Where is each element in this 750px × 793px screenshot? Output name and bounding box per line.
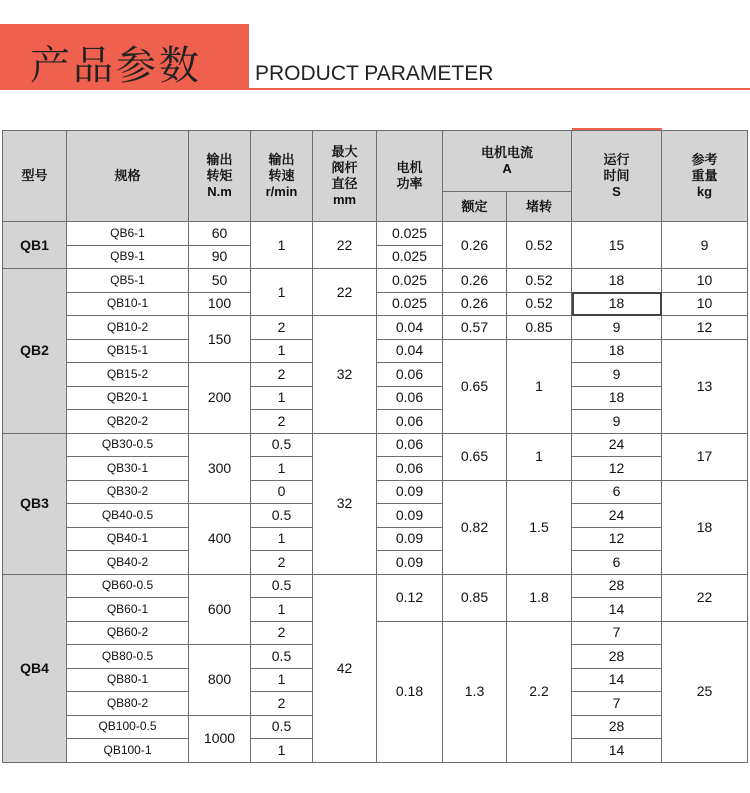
header-speed — [251, 131, 313, 222]
rod-cell: 22 — [313, 222, 377, 269]
runtime-cell: 14 — [572, 598, 662, 622]
header-rod — [313, 131, 377, 222]
locked-current-cell: 1.8 — [507, 574, 572, 621]
runtime-cell: 7 — [572, 621, 662, 645]
torque-cell: 60 — [189, 222, 251, 246]
speed-cell: 1 — [251, 739, 313, 763]
header-weight-line1: 参考 — [691, 152, 718, 167]
power-cell: 0.06 — [377, 410, 443, 434]
header-weight — [662, 131, 748, 222]
runtime-cell: 14 — [572, 739, 662, 763]
power-cell: 0.09 — [377, 480, 443, 504]
header-rated: 额定 — [443, 192, 507, 222]
rated-current-cell: 0.26 — [443, 222, 507, 269]
title-banner — [0, 24, 249, 90]
table-header-row — [3, 131, 748, 192]
spec-cell: QB40-0.5 — [67, 504, 189, 528]
runtime-cell: 15 — [572, 222, 662, 269]
speed-cell: 1 — [251, 598, 313, 622]
rated-current-cell: 0.26 — [443, 269, 507, 293]
runtime-cell: 6 — [572, 551, 662, 575]
header-divider — [249, 88, 750, 90]
locked-current-cell: 0.85 — [507, 316, 572, 340]
speed-cell: 0.5 — [251, 574, 313, 598]
runtime-cell: 14 — [572, 668, 662, 692]
header-rod-line2: 阀杆 — [331, 160, 358, 175]
header-speed-line2: 转速 — [268, 168, 295, 183]
spec-cell: QB100-1 — [67, 739, 189, 763]
weight-cell: 13 — [662, 339, 748, 433]
header-runtime-line1: 运行 — [603, 152, 630, 167]
power-cell: 0.06 — [377, 386, 443, 410]
power-cell: 0.12 — [377, 574, 443, 621]
locked-current-cell: 1.5 — [507, 480, 572, 574]
torque-cell: 400 — [189, 504, 251, 575]
spec-cell: QB30-2 — [67, 480, 189, 504]
torque-cell: 100 — [189, 292, 251, 316]
rated-current-cell: 0.82 — [443, 480, 507, 574]
table-row — [3, 433, 748, 457]
header-torque — [189, 131, 251, 222]
table-row — [3, 222, 748, 246]
locked-current-cell: 0.52 — [507, 222, 572, 269]
speed-cell: 1 — [251, 668, 313, 692]
runtime-cell: 18 — [572, 269, 662, 293]
spec-cell: QB80-0.5 — [67, 645, 189, 669]
runtime-cell: 7 — [572, 692, 662, 716]
locked-current-cell: 1 — [507, 433, 572, 480]
header-torque-line2: 转矩 — [206, 168, 233, 183]
spec-cell: QB6-1 — [67, 222, 189, 246]
header-current-unit: A — [502, 161, 512, 176]
spec-cell: QB5-1 — [67, 269, 189, 293]
model-cell: QB3 — [3, 433, 67, 574]
runtime-cell: 12 — [572, 457, 662, 481]
weight-cell: 10 — [662, 269, 748, 293]
runtime-cell: 24 — [572, 504, 662, 528]
spec-cell: QB60-1 — [67, 598, 189, 622]
runtime-cell: 12 — [572, 527, 662, 551]
header-runtime — [572, 131, 662, 222]
spec-cell: QB15-1 — [67, 339, 189, 363]
header-current-line1: 电机电流 — [481, 145, 534, 160]
speed-cell: 1 — [251, 339, 313, 363]
header-speed-line1: 输出 — [268, 152, 295, 167]
weight-cell: 22 — [662, 574, 748, 621]
runtime-cell-selected[interactable]: 18 — [572, 292, 662, 316]
header-rod-line1: 最大 — [331, 144, 358, 159]
header-speed-unit: r/min — [265, 184, 298, 199]
locked-current-cell: 0.52 — [507, 292, 572, 316]
page-title: 产品参数 — [30, 43, 202, 89]
header-torque-unit: N.m — [207, 184, 232, 199]
table-row — [3, 316, 748, 340]
spec-cell: QB80-1 — [67, 668, 189, 692]
model-cell: QB4 — [3, 574, 67, 762]
power-cell: 0.025 — [377, 245, 443, 269]
torque-cell: 150 — [189, 316, 251, 363]
rated-current-cell: 0.65 — [443, 339, 507, 433]
power-cell: 0.04 — [377, 339, 443, 363]
header-model: 型号 — [3, 131, 67, 222]
spec-cell: QB10-1 — [67, 292, 189, 316]
power-cell: 0.09 — [377, 551, 443, 575]
torque-cell: 50 — [189, 269, 251, 293]
weight-cell: 9 — [662, 222, 748, 269]
runtime-cell: 9 — [572, 363, 662, 387]
speed-cell: 1 — [251, 269, 313, 316]
speed-cell: 1 — [251, 222, 313, 269]
page-header — [0, 0, 750, 100]
speed-cell: 0.5 — [251, 504, 313, 528]
weight-cell: 17 — [662, 433, 748, 480]
speed-cell: 2 — [251, 551, 313, 575]
weight-cell: 10 — [662, 292, 748, 316]
speed-cell: 2 — [251, 316, 313, 340]
speed-cell: 0.5 — [251, 715, 313, 739]
header-torque-line1: 输出 — [206, 152, 233, 167]
runtime-cell: 24 — [572, 433, 662, 457]
parameter-table-container — [2, 130, 747, 763]
table-row — [3, 269, 748, 293]
weight-cell: 25 — [662, 621, 748, 762]
spec-cell: QB20-1 — [67, 386, 189, 410]
rod-cell: 42 — [313, 574, 377, 762]
rated-current-cell: 0.26 — [443, 292, 507, 316]
rated-current-cell: 0.57 — [443, 316, 507, 340]
runtime-cell: 9 — [572, 410, 662, 434]
rated-current-cell: 1.3 — [443, 621, 507, 762]
runtime-cell: 18 — [572, 339, 662, 363]
torque-cell: 600 — [189, 574, 251, 645]
speed-cell: 1 — [251, 527, 313, 551]
power-cell: 0.09 — [377, 504, 443, 528]
header-locked: 堵转 — [507, 192, 572, 222]
spec-cell: QB10-2 — [67, 316, 189, 340]
table-row — [3, 574, 748, 598]
page-subtitle: PRODUCT PARAMETER — [255, 62, 494, 85]
header-weight-unit: kg — [696, 184, 713, 199]
speed-cell: 2 — [251, 692, 313, 716]
speed-cell: 1 — [251, 457, 313, 481]
spec-cell: QB80-2 — [67, 692, 189, 716]
spec-cell: QB9-1 — [67, 245, 189, 269]
runtime-cell: 9 — [572, 316, 662, 340]
header-power — [377, 131, 443, 222]
runtime-cell: 28 — [572, 715, 662, 739]
model-cell: QB2 — [3, 269, 67, 434]
power-cell: 0.06 — [377, 433, 443, 457]
power-cell: 0.09 — [377, 527, 443, 551]
header-current — [443, 131, 572, 192]
locked-current-cell: 2.2 — [507, 621, 572, 762]
runtime-cell: 28 — [572, 645, 662, 669]
runtime-cell: 18 — [572, 386, 662, 410]
parameter-table — [2, 130, 748, 763]
rod-cell: 32 — [313, 316, 377, 434]
weight-cell: 12 — [662, 316, 748, 340]
speed-cell: 0.5 — [251, 645, 313, 669]
rod-cell: 32 — [313, 433, 377, 574]
header-rod-line3: 直径 — [331, 176, 358, 191]
locked-current-cell: 0.52 — [507, 269, 572, 293]
power-cell: 0.025 — [377, 292, 443, 316]
power-cell: 0.06 — [377, 457, 443, 481]
header-rod-unit: mm — [332, 192, 357, 207]
rated-current-cell: 0.65 — [443, 433, 507, 480]
torque-cell: 200 — [189, 363, 251, 434]
speed-cell: 1 — [251, 386, 313, 410]
header-power-line2: 功率 — [396, 176, 423, 191]
speed-cell: 2 — [251, 621, 313, 645]
speed-cell: 2 — [251, 410, 313, 434]
power-cell: 0.025 — [377, 269, 443, 293]
spec-cell: QB15-2 — [67, 363, 189, 387]
speed-cell: 0.5 — [251, 433, 313, 457]
header-runtime-unit: S — [612, 184, 621, 199]
header-power-line1: 电机 — [396, 160, 423, 175]
model-cell: QB1 — [3, 222, 67, 269]
header-runtime-line2: 时间 — [603, 168, 630, 183]
weight-cell: 18 — [662, 480, 748, 574]
spec-cell: QB40-2 — [67, 551, 189, 575]
torque-cell: 800 — [189, 645, 251, 716]
spec-cell: QB100-0.5 — [67, 715, 189, 739]
spec-cell: QB20-2 — [67, 410, 189, 434]
rod-cell: 22 — [313, 269, 377, 316]
runtime-cell: 6 — [572, 480, 662, 504]
power-cell: 0.06 — [377, 363, 443, 387]
spec-cell: QB40-1 — [67, 527, 189, 551]
torque-cell: 90 — [189, 245, 251, 269]
locked-current-cell: 1 — [507, 339, 572, 433]
power-cell: 0.18 — [377, 621, 443, 762]
spec-cell: QB60-0.5 — [67, 574, 189, 598]
speed-cell: 0 — [251, 480, 313, 504]
spec-cell: QB60-2 — [67, 621, 189, 645]
header-weight-line2: 重量 — [691, 168, 718, 183]
rated-current-cell: 0.85 — [443, 574, 507, 621]
spec-cell: QB30-0.5 — [67, 433, 189, 457]
header-spec: 规格 — [67, 131, 189, 222]
speed-cell: 2 — [251, 363, 313, 387]
torque-cell: 1000 — [189, 715, 251, 762]
power-cell: 0.04 — [377, 316, 443, 340]
power-cell: 0.025 — [377, 222, 443, 246]
runtime-cell: 28 — [572, 574, 662, 598]
spec-cell: QB30-1 — [67, 457, 189, 481]
torque-cell: 300 — [189, 433, 251, 504]
